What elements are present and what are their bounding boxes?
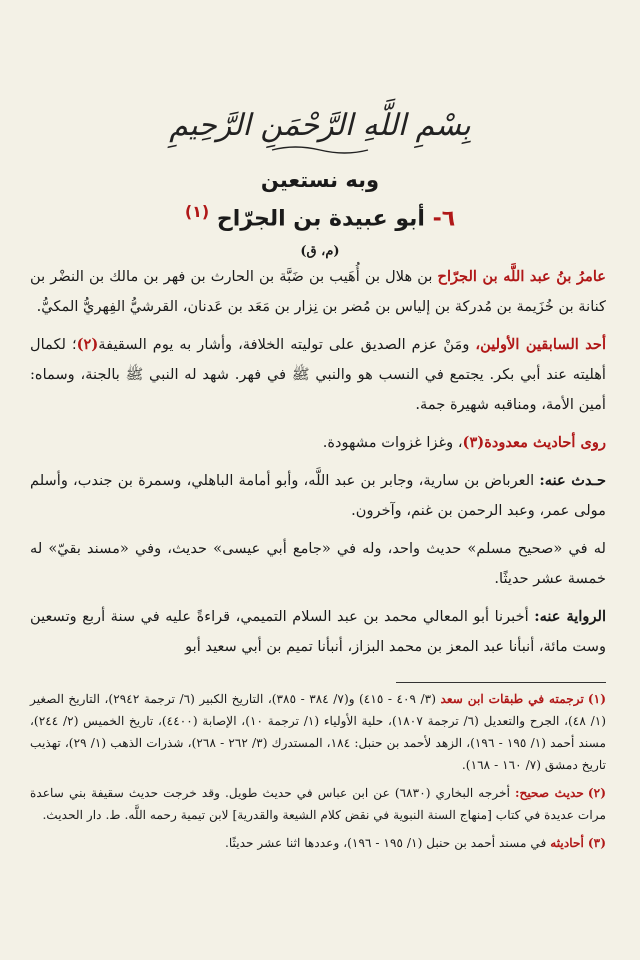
footnote-ref-3[interactable]: (٣) xyxy=(462,434,485,451)
paragraph-lineage xyxy=(30,262,606,322)
paragraph-collections xyxy=(30,534,606,594)
footnote-label: حديث صحيح: xyxy=(514,786,584,800)
footnote-text: أخرجه البخاري (٦٨٣٠) عن ابن عباس في حديث طويل. وقد خرجت حديث سقيفة بني ساعدة مرات عديدة في كتاب [منهاج السنة النبوية في نقض كلام الشيعة والقدرية] لابن تيمية رحمه اللَّه. ط. دار الحديث. xyxy=(30,786,606,822)
basmala-calligraphy xyxy=(0,108,640,143)
paragraph-narrations xyxy=(30,428,606,458)
footnote-3 xyxy=(30,832,606,854)
paragraph-riwaya xyxy=(30,602,606,662)
virtue-heading: أحد السابقين الأولين، xyxy=(475,336,607,353)
paragraph-narrators xyxy=(30,466,606,526)
footnote-number: (٢) xyxy=(587,786,606,800)
footnote-2 xyxy=(30,782,606,826)
chapter-heading xyxy=(0,202,640,231)
footnote-text: (٣/ ٤٠٩ - ٤١٥) و(٧/ ٣٨٤ - ٣٨٥)، التاريخ الكبير (٦/ ترجمة ٢٩٤٢)، التاريخ الصغير (١/ ٤٨)، الجرح والتعديل (٦/ ترجمة ١٨٠٧)، حلية الأولياء (١/ ترجمة ١٠)، الإصابة (٤٤٠٠)، تاريخ الخميس (٢/ ٢٤٤)، مسند أحمد (١/ ١٩٥ - ١٩٦)، الزهد لأحمد بن حنبل: ١٨٤، المستدرك (٣/ ٢٦٢ - ٢٦٨)، شذرات الذهب (١/ ٢٩)، تهذيب تاريخ دمشق (٧/ ١٦٠ - ١٦٨). xyxy=(30,692,607,772)
narrators-heading: حـدث عنه: xyxy=(539,472,606,489)
footnote-number: (٣) xyxy=(587,836,606,850)
chapter-codes: (م، ق) xyxy=(300,244,340,259)
footnote-divider xyxy=(396,682,606,683)
virtue-text: ومَنْ عزم الصديق على توليته الخلافة، وأشار به يوم السقيفة xyxy=(98,336,470,353)
basmala-text: بِسْمِ اللَّهِ الرَّحْمَنِ الرَّحِيمِ xyxy=(169,108,471,143)
footnote-text: في مسند أحمد بن حنبل (١/ ١٩٥ - ١٩٦)، وعددها اثنا عشر حديثًا. xyxy=(224,836,547,850)
footnotes xyxy=(30,688,606,860)
chapter-number: ٦- xyxy=(432,206,456,232)
main-text xyxy=(30,262,606,670)
basmala-ornament-icon xyxy=(270,144,370,156)
chapter-title: أبو عبيدة بن الجرّاح xyxy=(216,206,425,232)
subtitle: وبه نستعين xyxy=(260,168,380,192)
footnote-label: أحاديثه xyxy=(550,836,584,850)
chapter-footnote-ref[interactable]: (١) xyxy=(184,202,210,221)
footnote-label: ترجمته في طبقات ابن سعد xyxy=(440,692,584,706)
collections-text: له في «صحيح مسلم» حديث واحد، وله في «جامع أبي عيسى» حديث، وفي «مسند بقيّ» له خمسة عشر حديثًا. xyxy=(30,540,606,587)
footnote-number: (١) xyxy=(587,692,606,706)
person-name: عامرُ بنُ عبد اللَّه بن الجرّاح xyxy=(437,268,606,285)
virtue-text-2: ؛ لكمال أهليته عند أبي بكر. يجتمع في النسب هو والنبي ﷺ في فهر. شهد له النبي ﷺ بالجنة، وسماه: أمين الأمة، ومناقبه شهيرة جمة. xyxy=(30,336,606,413)
footnote-ref-2[interactable]: (٢) xyxy=(76,336,99,353)
narration-heading: روى أحاديث معدودة xyxy=(484,434,606,451)
paragraph-virtues xyxy=(30,330,606,420)
riwaya-text: أخبرنا أبو المعالي محمد بن عبد السلام التميمي، قراءةً عليه في سنة أربع وتسعين وست مائة، أنبأنا عبد المعز بن محمد البزاز، أنبأنا تميم بن أبي سعيد أبو xyxy=(30,608,606,655)
riwaya-heading: الرواية عنه: xyxy=(534,608,607,625)
lineage-text: بن هلال بن أُهَيب بن ضَبَّة بن الحارث بن فهر بن مالك بن النضْر بن كنانة بن خُزَيمة بن مُدركة بن إلياس بن مُضر بن نِزار بن مَعَد بن عَدنان، القرشيُّ الفِهريُّ المكيُّ. xyxy=(30,268,606,315)
narration-text: ، وغزا غزوات مشهودة. xyxy=(322,434,463,451)
narrators-text: العرباض بن سارية، وجابر بن عبد اللَّه، وأبو أمامة الباهلي، وسمرة بن جندب، وأسلم مولى عمر، وعبد الرحمن بن غنم، وآخرون. xyxy=(30,472,606,519)
footnote-1 xyxy=(30,688,606,776)
